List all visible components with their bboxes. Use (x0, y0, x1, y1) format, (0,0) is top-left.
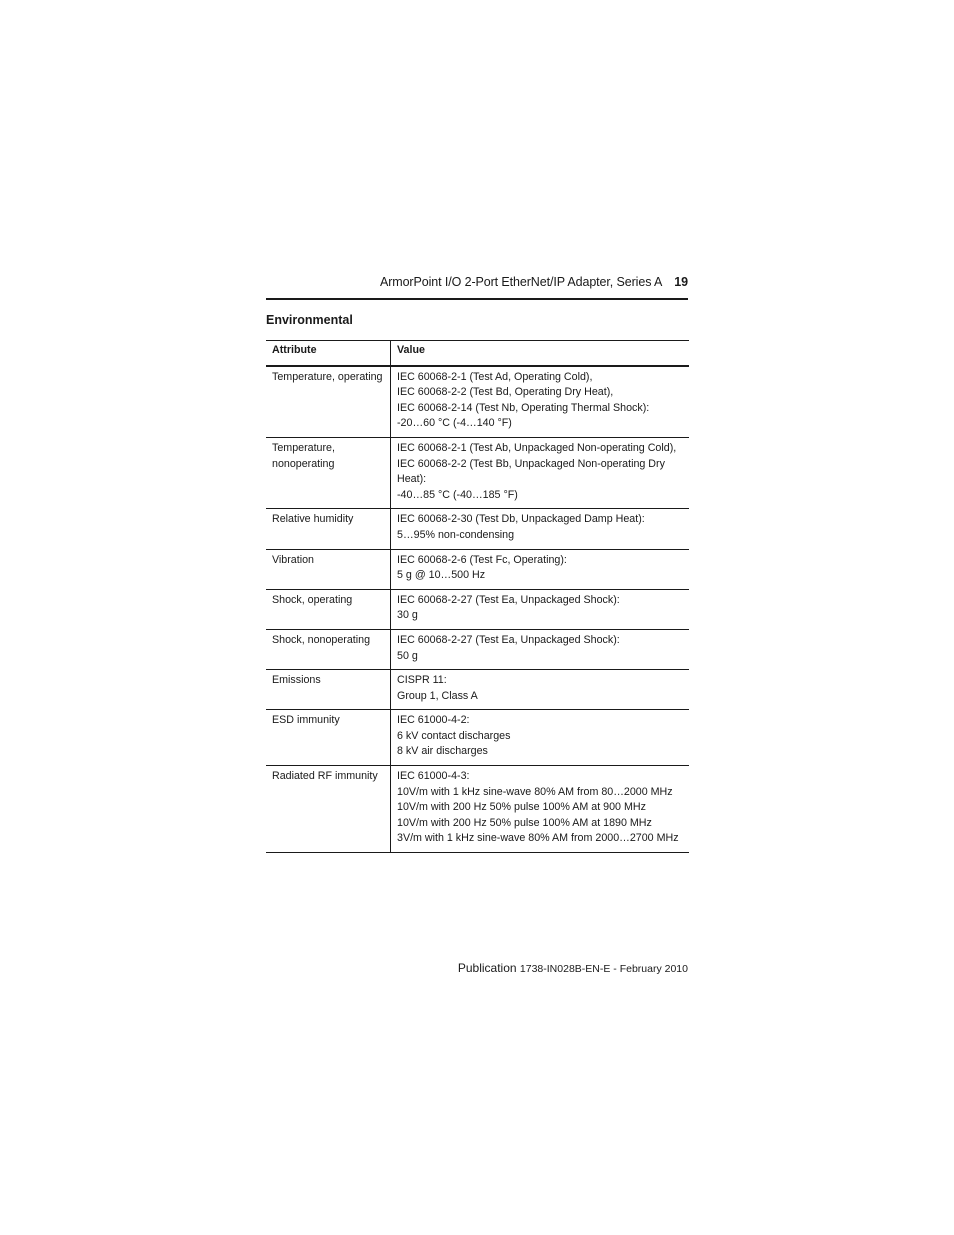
value-line: IEC 60068-2-1 (Test Ad, Operating Cold), (397, 370, 593, 383)
value-line: IEC 60068-2-30 (Test Db, Unpackaged Damp Heat): (397, 513, 645, 526)
value-line: -40…85 °C (-40…185 °F) (397, 488, 518, 501)
value-line: Group 1, Class A (397, 689, 478, 702)
table-body (266, 366, 689, 853)
attribute-cell: Emissions (266, 670, 391, 710)
value-line: -20…60 °C (-4…140 °F) (397, 417, 512, 430)
environmental-table (266, 340, 689, 853)
column-header-value: Value (391, 341, 690, 366)
value-line: CISPR 11: (397, 674, 447, 687)
value-line: 6 kV contact discharges (397, 729, 511, 742)
table-row (266, 509, 689, 549)
value-line: 10V/m with 200 Hz 50% pulse 100% AM at 1890 MHz (397, 816, 652, 829)
footer-label: Publication (457, 961, 517, 975)
value-cell (391, 549, 690, 589)
value-line: IEC 60068-2-1 (Test Ab, Unpackaged Non-operating Cold), (397, 441, 677, 454)
value-line: IEC 60068-2-27 (Test Ea, Unpackaged Shock): (397, 633, 620, 646)
value-cell (391, 589, 690, 629)
value-line: IEC 60068-2-6 (Test Fc, Operating): (397, 553, 567, 566)
table-row (266, 710, 689, 766)
attribute-cell: Vibration (266, 549, 391, 589)
value-line: 5…95% non-condensing (397, 528, 515, 541)
table-row (266, 366, 689, 438)
value-line: 10V/m with 1 kHz sine-wave 80% AM from 80…2000 MHz (397, 785, 673, 798)
value-line: IEC 60068-2-2 (Test Bd, Operating Dry Heat), (397, 386, 614, 399)
value-line: 30 g (397, 609, 418, 622)
header-title: ArmorPoint I/O 2-Port EtherNet/IP Adapter, Series A (379, 275, 663, 289)
running-header (266, 275, 688, 289)
table-row (266, 589, 689, 629)
table-row (266, 670, 689, 710)
attribute-cell: Radiated RF immunity (266, 766, 391, 853)
value-cell (391, 509, 690, 549)
footer (266, 961, 688, 975)
value-line: 8 kV air discharges (397, 745, 488, 758)
publication-id: 1738-IN028B-EN-E - February 2010 (519, 963, 688, 975)
value-cell (391, 437, 690, 508)
value-cell (391, 366, 690, 438)
table-header-row (266, 341, 689, 366)
value-line: IEC 60068-2-27 (Test Ea, Unpackaged Shock): (397, 593, 620, 606)
value-line: 5 g @ 10…500 Hz (397, 569, 486, 582)
attribute-cell: Relative humidity (266, 509, 391, 549)
attribute-cell: Temperature, operating (266, 366, 391, 438)
section-title: Environmental (266, 313, 353, 327)
value-line: 10V/m with 200 Hz 50% pulse 100% AM at 900 MHz (397, 801, 646, 814)
header-rule (266, 298, 688, 300)
value-cell (391, 710, 690, 766)
value-line: IEC 60068-2-2 (Test Bb, Unpackaged Non-operating Dry Heat): (397, 457, 665, 486)
table-row (266, 629, 689, 669)
value-line: 3V/m with 1 kHz sine-wave 80% AM from 2000…2700 MHz (397, 832, 679, 845)
table-row (266, 766, 689, 853)
attribute-cell: Temperature, nonoperating (266, 437, 391, 508)
value-line: IEC 60068-2-14 (Test Nb, Operating Thermal Shock): (397, 401, 650, 414)
value-cell (391, 629, 690, 669)
table-row (266, 437, 689, 508)
column-header-attribute: Attribute (266, 341, 391, 366)
attribute-cell: Shock, nonoperating (266, 629, 391, 669)
table-row (266, 549, 689, 589)
value-line: IEC 61000-4-2: (397, 714, 470, 727)
attribute-cell: Shock, operating (266, 589, 391, 629)
value-cell (391, 766, 690, 853)
value-line: IEC 61000-4-3: (397, 770, 470, 783)
value-line: 50 g (397, 649, 418, 662)
attribute-cell: ESD immunity (266, 710, 391, 766)
value-cell (391, 670, 690, 710)
page-number: 19 (674, 275, 688, 289)
